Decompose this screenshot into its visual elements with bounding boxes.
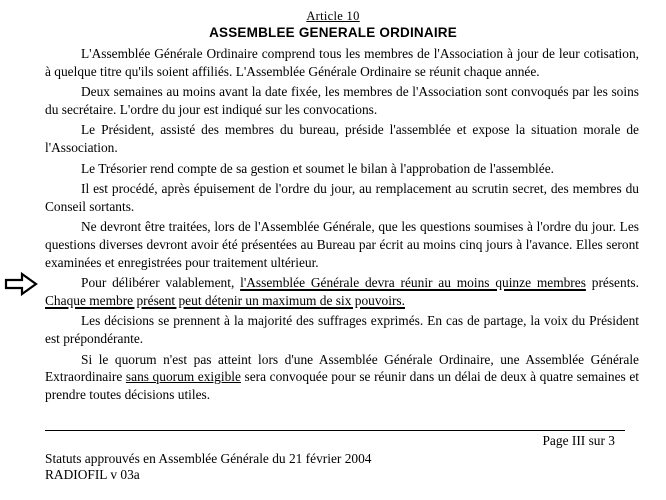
footer-divider — [45, 430, 625, 431]
footer-version: RADIOFIL v 03a — [45, 467, 140, 482]
paragraph-8: Les décisions se prennent à la majorité des suffrages exprimés. En cas de partage, la voix du Président est prépondérante. — [45, 313, 639, 346]
paragraph-4: Le Trésorier rend compte de sa gestion et soumet le bilan à l'approbation de l'assemblée. — [81, 160, 554, 176]
quorum-highlight: l'Assemblée Générale devra réunir au moins quinze membres — [240, 275, 586, 291]
proxy-highlight: Chaque membre présent peut détenir un maximum de six pouvoirs. — [45, 292, 405, 308]
paragraph-6: Ne devront être traitées, lors de l'Assemblée Générale, que les questions soumises à l'ordre du jour. Les questions diverses devront avoir été présentées au Bureau par écrit au moins cinq jours à l'avance. Elles seront examinées et enregistrées pour traitement ultérieur. — [45, 219, 639, 270]
paragraph-9-intro: Si le quorum n'est pas atteint lors d'une Assemblée Générale Ordinaire, une Assemblée Générale Extraordinaire — [45, 351, 639, 385]
paragraph-3: Le Président, assisté des membres du bureau, préside l'assemblée et expose la situation morale de l'Association. — [45, 122, 639, 155]
paragraph-7-intro: Pour délibérer valablement, — [81, 275, 235, 291]
footer-statutes-note: Statuts approuvés en Assemblée Générale du 21 février 2004 — [45, 451, 372, 466]
article-body — [45, 45, 639, 406]
no-quorum-highlight: sans quorum exigible — [125, 369, 241, 385]
paragraph-2: Deux semaines au moins avant la date fixée, les membres de l'Association sont convoqués par les soins du secrétaire. L'ordre du jour est indiqué sur les convocations. — [45, 84, 639, 117]
paragraph-1: L'Assemblée Générale Ordinaire comprend tous les membres de l'Association à jour de leur cotisation, à quelque titre qu'ils soient affiliés. L'Assemblée Générale Ordinaire se réunit chaque année. — [45, 46, 639, 79]
article-label: Article 10 — [306, 9, 360, 23]
paragraph-5: Il est procédé, après épuisement de l'ordre du jour, au remplacement au scrutin secret, des membres du Conseil sortants. — [45, 181, 639, 214]
paragraph-7-present: présents. — [591, 275, 639, 291]
page-number: Page III sur 3 — [542, 433, 615, 448]
paragraph-9-end: sera convoquée pour se réunir dans un délai de deux à quatre semaines et prendre toutes décisions utiles. — [45, 369, 639, 402]
paragraph-7 — [45, 274, 639, 309]
article-title: ASSEMBLEE GENERALE ORDINAIRE — [209, 25, 457, 40]
arrow-right-icon — [4, 272, 38, 296]
paragraph-9 — [45, 351, 639, 404]
